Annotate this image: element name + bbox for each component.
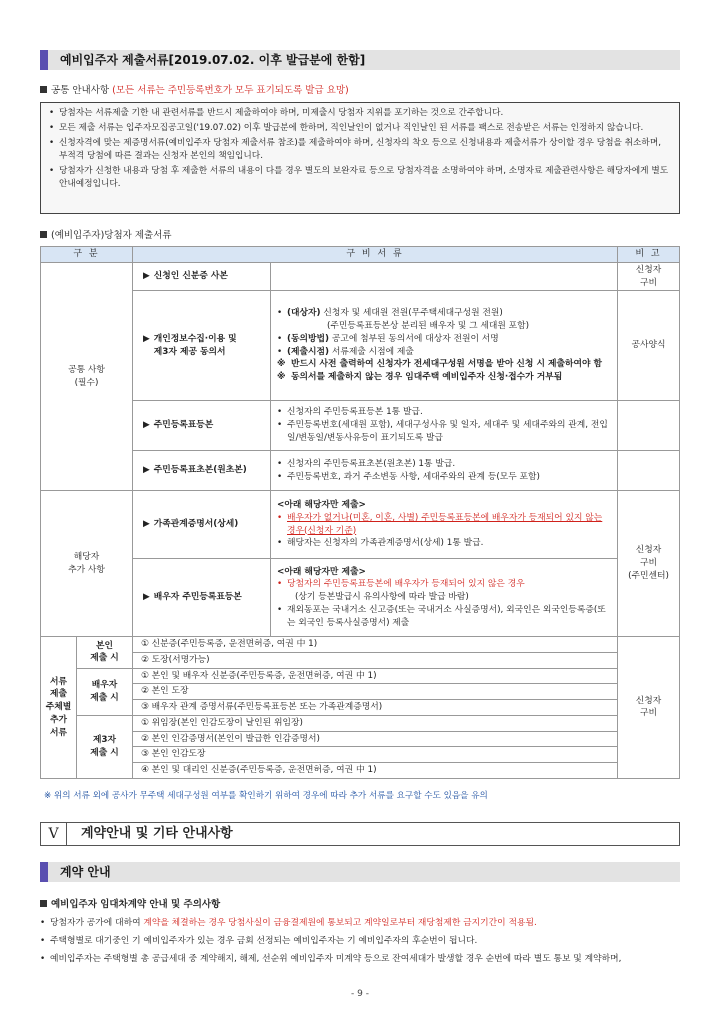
note-cell: 공사양식 <box>618 291 680 401</box>
notice-item: • 당첨자가 신청한 내용과 당첨 후 제출한 서류의 내용이 다를 경우 별도의 보완자료 등으로 당첨자격을 소명하여야 하며, 소명자료 제출관련사항은 해당자에게 별도 안내예정입니다. <box>49 165 671 191</box>
list-item: • 주택형별로 대기중인 기 예비입주자가 있는 경우 금회 선정되는 예비입주자는 기 예비입주자의 후순번이 됩니다. <box>40 935 690 948</box>
doc-name: ▶ 신청인 신분증 사본 <box>133 263 271 291</box>
category-common: 공통 사항 (필수) <box>41 263 133 491</box>
table-row <box>41 263 680 291</box>
contract-header-title: 계약 안내 <box>60 865 111 879</box>
table-header-row <box>41 247 680 263</box>
docs-label: (예비입주자)당첨자 제출서류 <box>40 229 172 243</box>
section-number: V <box>41 823 67 845</box>
contract-header <box>40 862 680 882</box>
table-row: ② 본인 인감증명서(본인이 발급한 인감증명서) <box>41 731 680 747</box>
list-item: • 예비입주자는 주택형별 총 공급세대 중 계약해지, 해제, 선순위 예비입주자 미계약 등으로 잔여세대가 발생할 경우 순번에 따라 별도 통보 및 계약하며, <box>40 953 690 966</box>
notice-label-warning: (모든 서류는 주민등록번호가 모두 표기되도록 발급 요망) <box>112 85 349 96</box>
footnote: ※ 위의 서류 외에 공사가 무주택 세대구성원 여부를 확인하기 위하여 경우에 따라 추가 서류를 요구할 수도 있음을 유의 <box>44 791 488 801</box>
table-row: 제3자 제출 시 ① 위임장(본인 인감도장이 날인된 위임장) <box>41 715 680 731</box>
doc-desc: • (대상자) 신청자 및 세대원 전원(무주택세대구성원 전원) (주민등록표등본상 분리된 배우자 및 그 세대원 포함) • (동의방법) 공고에 첨부된 동의서에 대상자 전원이 서명 • (제출시점) 서류제출 시점에 제출 ※ 반드시 사전 출력하여 신청자가 전세대구성원 서명을 받아 신청 시 제출하여야 함 ※ 동의서를 제출하지 않는 경우 임대주택 예비입주자 신청·접수가 거부됨 <box>271 291 618 401</box>
table-row <box>41 291 680 401</box>
section-header <box>40 50 680 70</box>
contract-label: 예비입주자 임대차계약 안내 및 주의사항 <box>40 898 220 912</box>
note-cell: 신청자 구비 <box>618 637 680 779</box>
doc-name: ▶ 개인정보수집·이용 및 제3자 제공 동의서 <box>133 291 271 401</box>
notice-item: • 모든 제출 서류는 입주자모집공고일('19.07.02) 이후 발급분에 한하며, 직인날인이 없거나 직인날인 된 서류를 팩스로 전송받은 서류는 인정하지 않습니다. <box>49 122 671 135</box>
table-row: 서류 제출 주체별 추가 서류 본인 제출 시 ① 신분증(주민등록증, 운전면허증, 여권 中 1) 신청자 구비 <box>41 637 680 653</box>
section-v-header <box>40 822 680 846</box>
contract-list <box>40 917 690 972</box>
notice-box <box>40 102 680 214</box>
square-bullet-icon <box>40 231 47 238</box>
category-submitter: 서류 제출 주체별 추가 서류 <box>41 637 77 779</box>
category-extra: 해당자 추가 사항 <box>41 491 133 637</box>
submitter-third: 제3자 제출 시 <box>77 715 133 778</box>
page-number: - 9 - <box>351 989 369 999</box>
square-bullet-icon <box>40 900 47 907</box>
square-bullet-icon <box>40 86 47 93</box>
doc-name: ▶ 배우자 주민등록표등본 <box>133 559 271 637</box>
table-row: ④ 본인 및 대리인 신분증(주민등록증, 운전면허증, 여권 中 1) <box>41 763 680 779</box>
table-row: ③ 배우자 관계 증명서류(주민등록표등본 또는 가족관계증명서) <box>41 700 680 716</box>
table-row: 배우자 제출 시 ① 본인 및 배우자 신분증(주민등록증, 운전면허증, 여권 中 1) <box>41 668 680 684</box>
section-header-title: 예비입주자 제출서류[2019.07.02. 이후 발급분에 한함] <box>60 53 366 67</box>
header-documents: 구 비 서 류 <box>133 247 618 263</box>
notice-label: 공통 안내사항 (모든 서류는 주민등록번호가 모두 표기되도록 발급 요망) <box>40 84 349 98</box>
note-cell: 신청자 구비 (주민센터) <box>618 491 680 637</box>
header-category: 구 분 <box>41 247 133 263</box>
doc-name: ▶ 주민등록표초본(원초본) <box>133 451 271 491</box>
doc-name: ▶ 주민등록표등본 <box>133 401 271 451</box>
table-row <box>41 491 680 559</box>
table-row: ② 본인 도장 <box>41 684 680 700</box>
notice-item: • 당첨자는 서류제출 기한 내 관련서류를 반드시 제출하여야 하며, 미제출시 당첨자 지위를 포기하는 것으로 간주합니다. <box>49 107 671 120</box>
note-cell: 신청자 구비 <box>618 263 680 291</box>
section-title: 계약안내 및 기타 안내사항 <box>81 826 233 841</box>
doc-desc: • 신청자의 주민등록표등본 1통 발급. • 주민등록번호(세대원 포함), 세대구성사유 및 일자, 세대주 및 세대주와의 관계, 전입일/변동일/변동사유등이 표기되도록 발급 <box>271 401 618 451</box>
notice-item: • 신청자격에 맞는 제증명서류(예비입주자 당첨자 제출서류 참조)를 제출하여야 하며, 신청자의 착오 등으로 신청내용과 제출서류가 상이할 경우 당첨을 취소하며, 부적격 당첨에 따른 결과는 신청자 본인의 책임입니다. <box>49 137 671 163</box>
submitter-spouse: 배우자 제출 시 <box>77 668 133 715</box>
doc-name: ▶ 가족관계증명서(상세) <box>133 491 271 559</box>
submitter-self: 본인 제출 시 <box>77 637 133 669</box>
documents-table <box>40 246 680 779</box>
doc-desc: • 신청자의 주민등록표초본(원초본) 1통 발급. • 주민등록번호, 과거 주소변동 사항, 세대주와의 관계 등(모두 포함) <box>271 451 618 491</box>
table-row <box>41 451 680 491</box>
doc-desc: <아래 해당자만 제출> • 당첨자의 주민등록표등본에 배우자가 등재되어 있지 않은 경우 (상기 등본발급시 유의사항에 따라 발급 바람) • 재외동포는 국내거소 신고증(또는 국내거소 사실증명서), 외국인은 외국인등록증(또는 외국인 등록사실증명서) 제출 <box>271 559 618 637</box>
doc-desc: <아래 해당자만 제출> • 배우자가 없거나(미혼, 이혼, 사별) 주민등록표등본에 배우자가 등재되어 있지 않는 경우(신청자 기준) • 해당자는 신청자의 가족관계증명서(상세) 1통 발급. <box>271 491 618 559</box>
table-row: ③ 본인 인감도장 <box>41 747 680 763</box>
table-row <box>41 401 680 451</box>
list-item: • 당첨자가 공가에 대하여 계약을 체결하는 경우 당첨사실이 금융결제원에 통보되고 계약일로부터 재당첨제한 금지기간이 적용됨. <box>40 917 690 930</box>
table-row: ② 도장(서명가능) <box>41 652 680 668</box>
table-row <box>41 559 680 637</box>
header-note: 비 고 <box>618 247 680 263</box>
